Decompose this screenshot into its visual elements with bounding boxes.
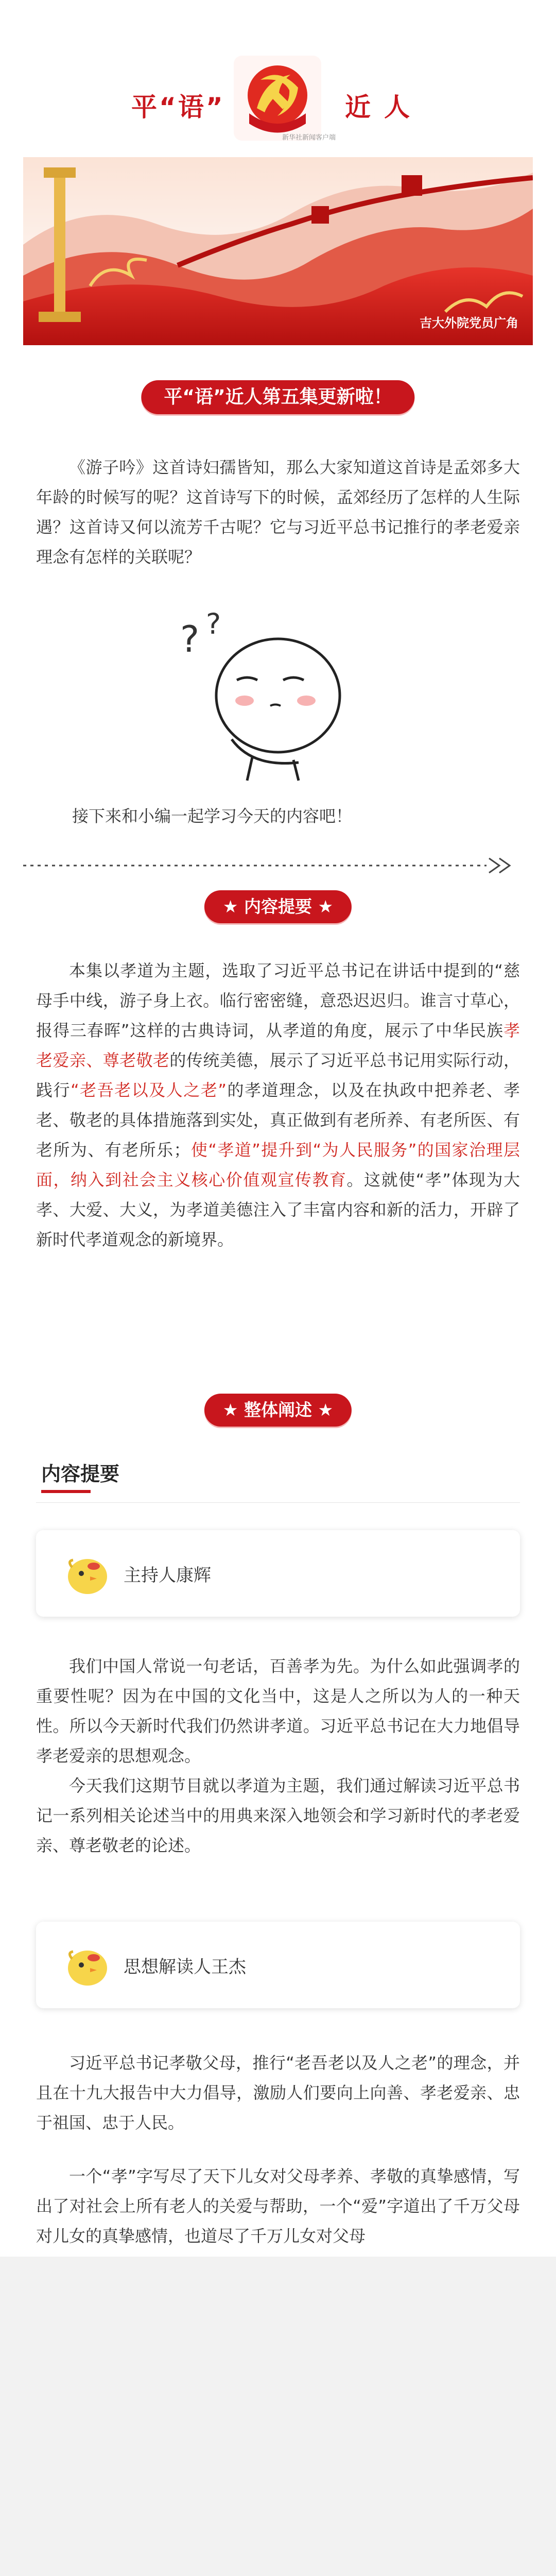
host-speaker-card <box>36 1530 520 1617</box>
title-left: 平“语” <box>131 92 225 122</box>
emblem-caption: 新华社新闻客户端 <box>282 134 336 142</box>
guest-speaker-card <box>36 1922 520 2008</box>
content-heading: 内容提要 <box>41 1463 120 1485</box>
svg-text:?: ? <box>180 618 200 660</box>
chick-avatar-icon <box>62 1942 113 1989</box>
guest-paragraph-2: 一个“孝”字写尽了天下儿女对父母孝养、孝敬的真挚感情，写出了对社会上所有老人的关爱与帮助，一个“爱”字道出了千万父母对儿女的真挚感情，也道尽了千万儿女对父母 <box>36 2166 520 2246</box>
summary-text-2: 的传统美德，展示了习近平总书记用实际行动，践行 <box>36 1050 520 1100</box>
host-label: 主持人康辉 <box>124 1565 211 1586</box>
summary-text-4: 。这就使“孝”体现为大孝、大爱、大义，为孝道美德注入了丰富内容和新的活力，开辟了新时代孝道观念的新境界。 <box>36 1170 520 1249</box>
party-emblem-icon <box>229 52 326 144</box>
title-right: 近人 <box>345 92 423 122</box>
intro-paragraph: 《游子吟》这首诗妇孺皆知，那么大家知道这首诗是孟郊多大年龄的时候写的呢？这首诗写下的时候，孟郊经历了怎样的人生际遇？这首诗又何以流芳千古呢？它与习近平总书记推行的孝老爱亲理念有怎样的关联呢？ <box>36 457 520 567</box>
guest-paragraph-1: 习近平总书记孝敬父母，推行“老吾老以及人之老”的理念，并且在十九大报告中大力倡导，激励人们要向上向善、孝老爱亲、忠于祖国、忠于人民。 <box>36 2053 520 2132</box>
summary-text-3: 的孝道理念，以及在执政中把养老、孝老、敬老的具体措施落到实处，真正做到有老所养、有老所医、有老所为、有老所乐； <box>36 1080 520 1160</box>
summary-paragraph <box>36 956 520 1255</box>
host-paragraph-1: 我们中国人常说一句老话，百善孝为先。为什么如此强调孝的重要性呢？因为在中国的文化当中，这是人之所以为人的一种天性。所以今天新时代我们仍然讲孝道。习近平总书记在大力地倡导孝老爱亲的思想观念。 <box>36 1656 520 1766</box>
thinking-cartoon-image <box>175 603 371 788</box>
guest-label: 思想解读人王杰 <box>124 1957 246 1977</box>
heading-separator <box>36 1502 520 1503</box>
summary-section-badge: ★ 内容提要 ★ <box>204 890 352 923</box>
summary-text-1: 本集以孝道为主题，选取了习近平总书记在讲话中提到的“慈母手中线，游子身上衣。临行密密缝，意恐迟迟归。谁言寸草心，报得三春晖”这样的古典诗词，从孝道的角度，展示了中华民族 <box>36 961 520 1040</box>
announcement-badge: 平“语”近人第五集更新啦！ <box>141 380 414 414</box>
summary-highlight-2: “老吾老以及人之老” <box>71 1080 227 1100</box>
intro-follow-text: 接下来和小编一起学习今天的内容吧！ <box>72 806 353 826</box>
summary-highlight-3: 使“孝道”提升到“为人民服务”的国家治理层面，纳入到社会主义核心价值观宣传教育 <box>36 1140 520 1190</box>
chick-avatar-icon <box>62 1551 113 1597</box>
svg-text:?: ? <box>206 607 221 640</box>
host-paragraph-2: 今天我们这期节目就以孝道为主题，我们通过解读习近平总书记一系列相关论述当中的用典来深入地领会和学习新时代的孝老爱亲、尊老敬老的论述。 <box>36 1776 520 1855</box>
banner-tag: 吉大外院党员广角 <box>420 316 518 330</box>
page-bottom-background <box>0 2257 556 2576</box>
heading-underline <box>41 1490 91 1493</box>
summary-highlight-1: 孝老爱亲、尊老敬老 <box>36 1021 520 1070</box>
header-banner <box>23 157 533 345</box>
overview-section-badge: ★ 整体阐述 ★ <box>204 1394 352 1427</box>
dotted-divider <box>23 855 517 876</box>
